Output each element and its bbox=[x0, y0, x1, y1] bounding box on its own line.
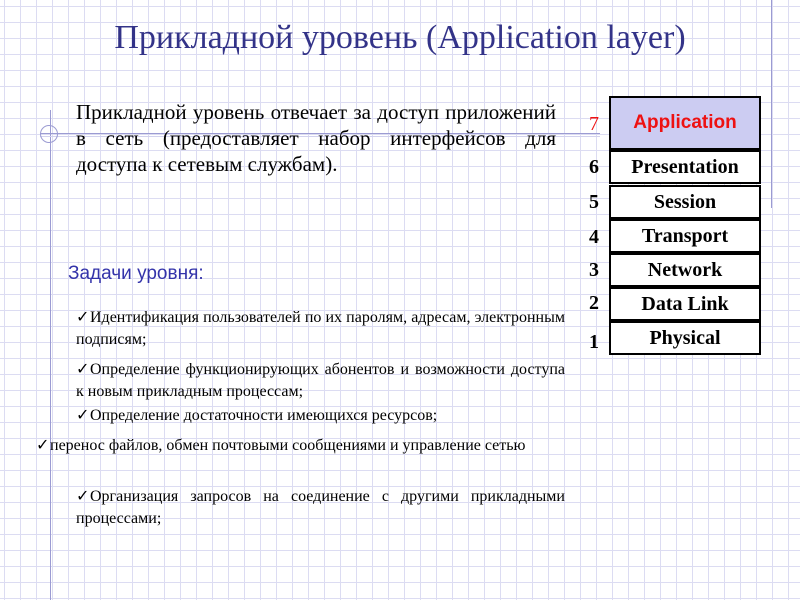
checkmark-icon: ✓ bbox=[76, 361, 90, 378]
layer-number-5: 5 bbox=[589, 191, 599, 213]
layer-number-1: 1 bbox=[589, 331, 599, 353]
intro-paragraph: Прикладной уровень отвечает за доступ приложений в сеть (предоставляет набор интерфейсов для доступа к сетевым службам). bbox=[76, 100, 556, 176]
task-text: Идентификация пользователей по их паролям, адресам, электронным подписям; bbox=[76, 309, 565, 348]
layer-number-6: 6 bbox=[589, 156, 599, 178]
task-item bbox=[36, 435, 565, 457]
layer-number-7: 7 bbox=[589, 113, 599, 135]
layer-box-physical: Physical bbox=[609, 321, 761, 355]
layer-box-presentation: Presentation bbox=[609, 150, 761, 184]
layer-number-2: 2 bbox=[589, 292, 599, 314]
layer-box-data-link: Data Link bbox=[609, 287, 761, 321]
layer-box-transport: Transport bbox=[609, 219, 761, 253]
task-text: Определение функционирующих абонентов и возможности доступа к новым прикладным процессам; bbox=[76, 361, 565, 400]
tasks-heading: Задачи уровня: bbox=[68, 263, 204, 284]
decorative-left-vertical-line bbox=[50, 110, 51, 600]
task-item bbox=[76, 486, 565, 530]
layer-number-3: 3 bbox=[589, 259, 599, 281]
task-item bbox=[76, 405, 565, 427]
layer-box-session: Session bbox=[609, 185, 761, 219]
checkmark-icon: ✓ bbox=[76, 488, 90, 505]
task-text: перенос файлов, обмен почтовыми сообщениями и управление сетью bbox=[50, 437, 526, 454]
task-item bbox=[76, 307, 565, 351]
layer-box-network: Network bbox=[609, 253, 761, 287]
checkmark-icon: ✓ bbox=[36, 437, 50, 454]
task-text: Организация запросов на соединение с другими прикладными процессами; bbox=[76, 488, 565, 527]
checkmark-icon: ✓ bbox=[76, 309, 90, 326]
task-text: Определение достаточности имеющихся ресурсов; bbox=[90, 407, 438, 424]
layer-number-4: 4 bbox=[589, 226, 599, 248]
decorative-circle bbox=[40, 125, 58, 143]
task-item bbox=[76, 359, 565, 403]
layer-box-application: Application bbox=[609, 96, 761, 150]
page-title: Прикладной уровень (Application layer) bbox=[114, 19, 686, 56]
checkmark-icon: ✓ bbox=[76, 407, 90, 424]
